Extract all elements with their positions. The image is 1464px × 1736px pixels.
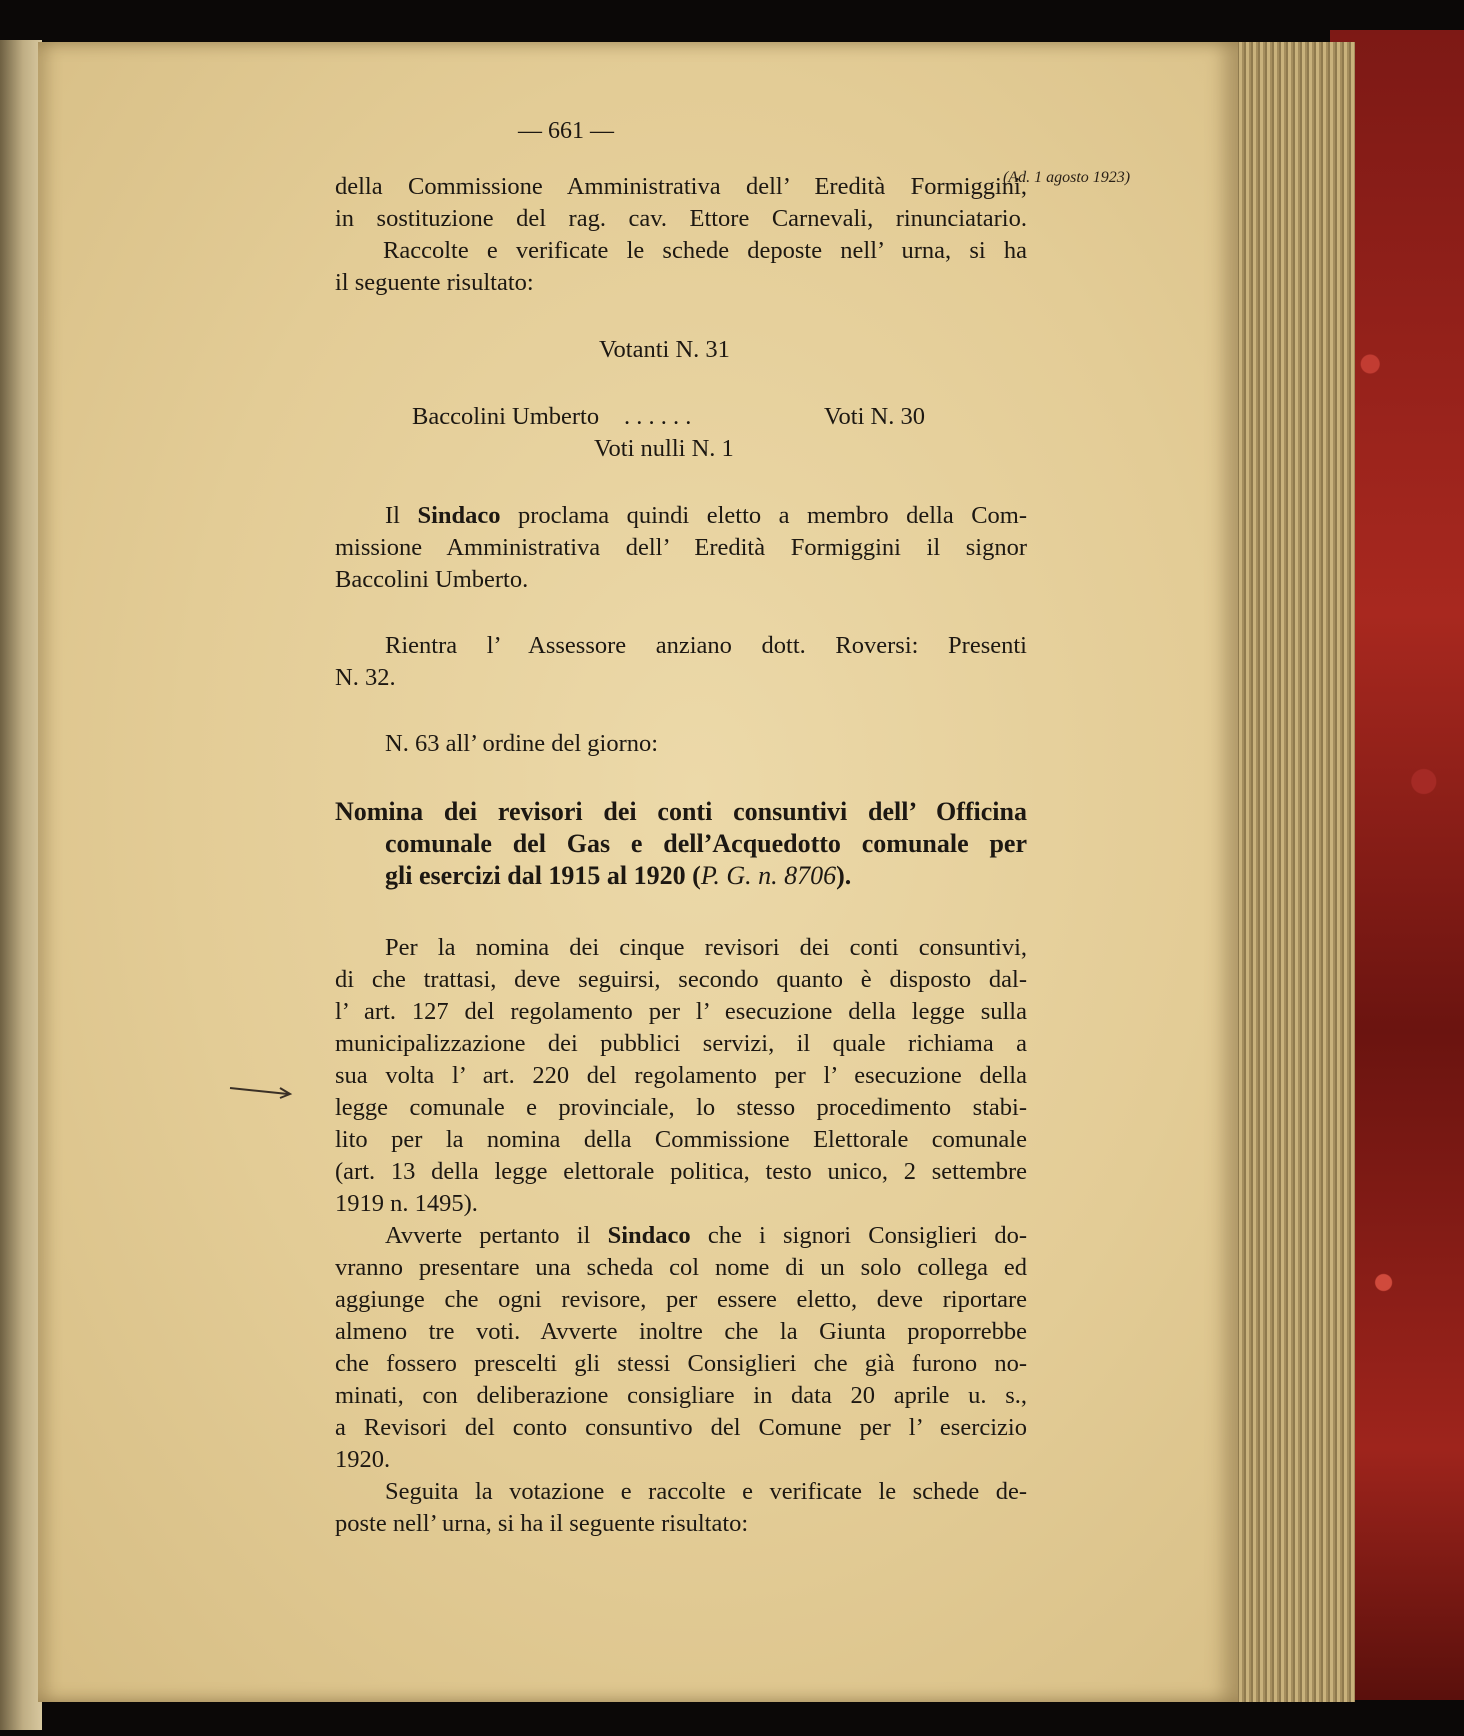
section-heading: comunale del Gas e dell’Acquedotto comunale per <box>385 829 1027 858</box>
text-line: di che trattasi, deve seguirsi, secondo quanto è disposto dal- <box>335 966 1027 993</box>
text-line: Il Sindaco proclama quindi eletto a membro della Com- <box>385 502 1027 529</box>
text-line: legge comunale e provinciale, lo stesso procedimento stabi- <box>335 1094 1027 1121</box>
voti-nulli: Voti nulli N. 1 <box>594 435 734 462</box>
result-dots: . . . . . . <box>624 403 692 430</box>
text-line: 1919 n. 1495). <box>335 1190 478 1217</box>
result-name: Baccolini Umberto <box>412 403 600 430</box>
ordine-line: N. 63 all’ ordine del giorno: <box>385 730 659 757</box>
text-line: municipalizzazione dei pubblici servizi, il quale richiama a <box>335 1030 1027 1057</box>
result-votes: Voti N. 30 <box>824 403 925 430</box>
text-line: a Revisori del conto consuntivo del Comune per l’ esercizio <box>335 1414 1027 1441</box>
text-line: vranno presentare una scheda col nome di un solo collega ed <box>335 1254 1027 1281</box>
text-line: sua volta l’ art. 220 del regolamento per l’ esecuzione della <box>335 1062 1027 1089</box>
text-line: Raccolte e verificate le schede deposte nell’ urna, si ha <box>383 237 1027 264</box>
text-line: il seguente risultato: <box>335 269 534 296</box>
section-heading: Nomina dei revisori dei conti consuntivi dell’ Officina <box>335 797 1027 826</box>
heading-reference: P. G. n. 8706 <box>700 861 837 890</box>
left-page-edge <box>0 40 42 1730</box>
margin-note: (Ad. 1 agosto 1923) <box>1003 169 1131 186</box>
text-line: poste nell’ urna, si ha il seguente risultato: <box>335 1510 749 1537</box>
text-line: Rientra l’ Assessore anziano dott. Roversi: Presenti <box>385 632 1027 659</box>
text-line: in sostituzione del rag. cav. Ettore Carnevali, rinunciatario. <box>335 205 1027 232</box>
text-line: almeno tre voti. Avverte inoltre che la Giunta proporrebbe <box>335 1318 1027 1345</box>
text-line: N. 32. <box>335 664 396 691</box>
text-line: Avverte pertanto il Sindaco che i signori Consiglieri do- <box>385 1222 1027 1249</box>
text-line: lito per la nomina della Commissione Elettorale comunale <box>335 1126 1027 1153</box>
text-line: minati, con deliberazione consigliare in data 20 aprile u. s., <box>335 1382 1027 1409</box>
votanti-line: Votanti N. 31 <box>599 336 730 363</box>
page-stack-edges <box>1230 42 1355 1702</box>
text-line: 1920. <box>335 1446 391 1473</box>
section-heading: gli esercizi dal 1915 al 1920 (P. G. n. 8706). <box>385 861 852 890</box>
book-page <box>38 42 1238 1702</box>
text-line: l’ art. 127 del regolamento per l’ esecuzione della legge sulla <box>335 998 1027 1025</box>
text-line: aggiunge che ogni revisore, per essere eletto, deve riportare <box>335 1286 1027 1313</box>
text-line: Seguita la votazione e raccolte e verificate le schede de- <box>385 1478 1027 1505</box>
pencil-arrow-mark <box>228 1082 296 1100</box>
sindaco-label: Sindaco <box>417 502 501 529</box>
text-line: Per la nomina dei cinque revisori dei conti consuntivi, <box>385 934 1027 961</box>
page-number: — 661 — <box>518 118 614 144</box>
sindaco-label: Sindaco <box>607 1222 691 1249</box>
text-line: (art. 13 della legge elettorale politica, testo unico, 2 settembre <box>335 1158 1027 1185</box>
text-line: che fossero prescelti gli stessi Consiglieri che già furono no- <box>335 1350 1027 1377</box>
text-line: missione Amministrativa dell’ Eredità Formiggini il signor <box>335 534 1027 561</box>
text-line: della Commissione Amministrativa dell’ Eredità Formiggini, <box>335 173 1027 200</box>
text-line: Baccolini Umberto. <box>335 566 529 593</box>
